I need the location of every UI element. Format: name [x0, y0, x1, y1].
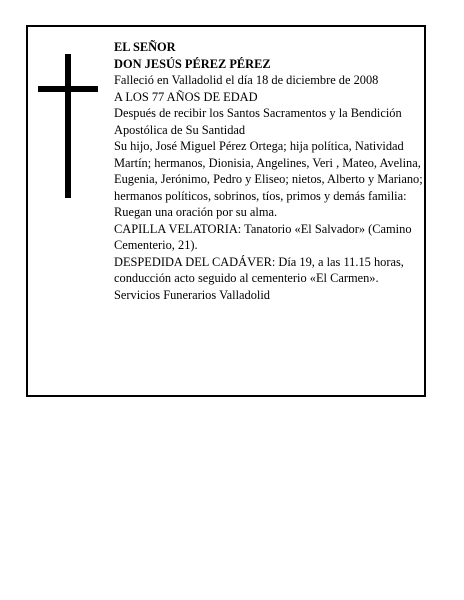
cross-horizontal-bar [38, 86, 98, 92]
farewell-statement: DESPEDIDA DEL CADÁVER: Día 19, a las 11.15 horas, conducción acto seguido al cementerio «El Carmen». [114, 254, 404, 285]
notice-title-line2: DON JESÚS PÉREZ PÉREZ [114, 56, 271, 71]
obituary-notice [26, 25, 426, 397]
age-statement: A LOS 77 AÑOS DE EDAD [114, 89, 258, 104]
services-statement: Servicios Funerarios Valladolid [114, 287, 271, 302]
notice-title-line1: EL SEÑOR [114, 40, 176, 54]
cross-icon [38, 54, 98, 198]
notice-text [114, 39, 424, 303]
family-statement: Su hijo, José Miguel Pérez Ortega; hija política, Natividad Martín; hermanos, Dionisia, Angelines, Veri , Mateo, Avelina, Eugenia, Jerónimo, Pedro y Eliseo; nietos, Alberto y Mariano; hermanos políticos, sobrinos, tíos, primos y demás familia: [114, 139, 423, 203]
death-statement: Falleció en Valladolid el día 18 de diciembre de 2008 [114, 73, 379, 87]
prayer-statement: Ruegan una oración por su alma. [114, 205, 278, 219]
chapel-statement: CAPILLA VELATORIA: Tanatorio «El Salvador» (Camino Cementerio, 21). [114, 221, 412, 252]
cross-vertical-bar [65, 54, 71, 198]
sacraments-statement: Después de recibir los Santos Sacramentos y la Bendición Apostólica de Su Santidad [114, 106, 402, 137]
